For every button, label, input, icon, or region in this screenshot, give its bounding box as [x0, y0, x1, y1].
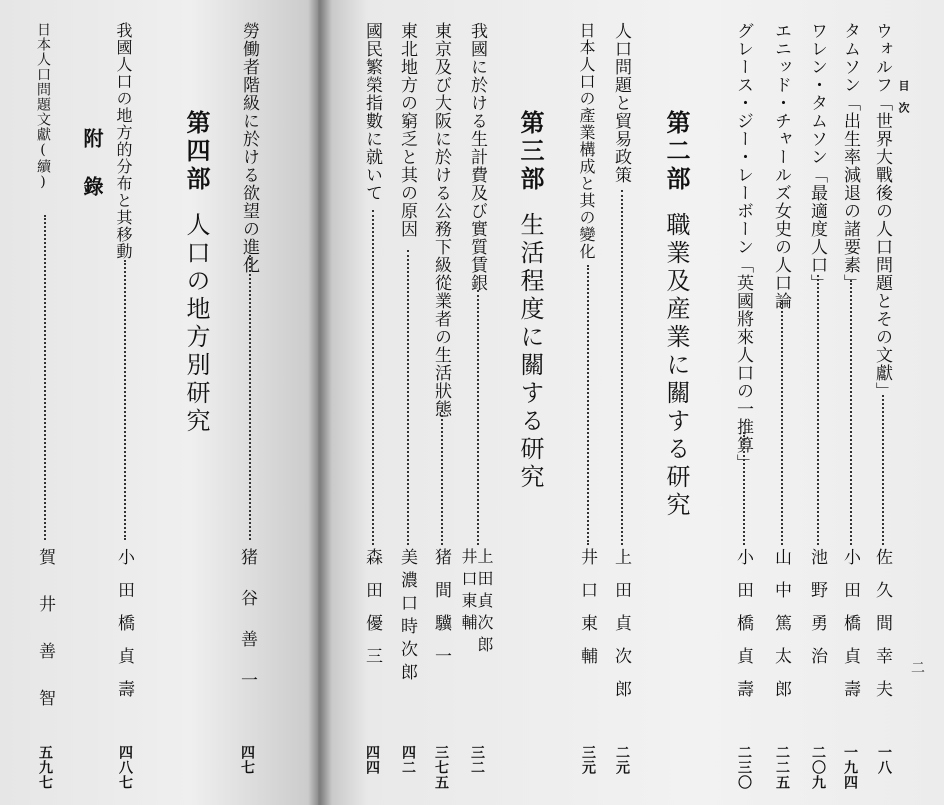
toc-entry-page: 一九四 [842, 745, 858, 790]
appendix-heading: 附 錄 [80, 128, 104, 200]
toc-entry-page: 三二 [469, 745, 485, 775]
toc-entry-title: エニッド・チャールズ女史の人口論 [771, 22, 791, 310]
toc-entry-author: 池野勇治 [807, 548, 827, 680]
toc-entry-page: 三元 [580, 745, 596, 775]
toc-entry-author: 美濃口時次郎 [397, 548, 417, 686]
toc-entry-author: 猪谷善一 [237, 548, 257, 712]
toc-entry-page: 四八七 [117, 745, 133, 790]
toc-entry-page: 二元 [614, 745, 630, 775]
toc-entry-author: 森田優三 [362, 548, 382, 680]
toc-entry-page: 二〇九 [810, 745, 826, 790]
toc-entry-title: 我國に於ける生計費及び實質賃銀 [467, 22, 487, 292]
toc-entry-author-2: 井口東輔 [459, 548, 478, 636]
toc-entry-page: 五九七 [37, 745, 53, 790]
toc-entry-title: タムソン「出生率減退の諸要素」 [840, 22, 860, 292]
toc-entry-title: 我國人口の地方的分布と其移動 [114, 22, 133, 260]
part-number: 第二部 [662, 110, 690, 194]
toc-entry-author: 小田橋貞壽 [733, 548, 753, 713]
part-title: 職業及産業に關する研究 [662, 212, 690, 520]
toc-entry-title: 人口問題と貿易政策 [611, 22, 631, 184]
part-heading [664, 110, 688, 520]
toc-entry-author: 小田橋貞壽 [114, 548, 134, 713]
part-number: 第三部 [516, 110, 544, 194]
part-heading [184, 110, 208, 436]
leader-dots [407, 250, 409, 545]
leader-dots [249, 255, 251, 540]
part-heading [518, 110, 542, 492]
leader-dots [743, 432, 745, 545]
toc-entry-title: 國民繁榮指數に就いて [362, 22, 382, 202]
leader-dots [781, 300, 783, 545]
leader-dots [882, 395, 884, 545]
toc-entry-title: ワレン・タムソン「最適度人口」 [807, 22, 827, 292]
toc-entry-page: 二三〇 [736, 745, 752, 790]
leader-dots [441, 410, 443, 545]
leader-dots [817, 275, 819, 545]
toc-entry-title: グレース・ジー・レーボーン「英國將來人口の一推算」 [733, 22, 753, 472]
leader-dots [124, 260, 126, 540]
part-title: 生活程度に關する研究 [516, 212, 544, 492]
toc-entry-page: 四二 [400, 745, 416, 775]
leader-dots [44, 215, 46, 540]
toc-entry-title: 日本人口問題文獻(續) [35, 22, 51, 191]
part-title: 人口の地方別研究 [182, 212, 210, 436]
toc-entry-author: 井口東輔 [577, 548, 597, 680]
page-number: 二 [909, 660, 925, 674]
toc-entry-author: 上田貞次郎 [611, 548, 631, 713]
toc-entry-title: ウォルフ「世界大戰後の人口問題とその文獻」 [872, 22, 892, 400]
toc-entry-page: 一八 [876, 745, 892, 775]
toc-entry-author: 賀井善智 [35, 548, 55, 736]
toc-entry-title: 勞働者階級に於ける欲望の進化 [239, 22, 259, 274]
leader-dots [621, 190, 623, 545]
leader-dots [372, 210, 374, 545]
toc-entry-author: 山中篤太郎 [771, 548, 791, 713]
toc-entry-title: 東北地方の窮乏と其の原因 [397, 22, 417, 238]
toc-entry-page: 四七 [239, 745, 255, 775]
leader-dots [850, 280, 852, 545]
leader-dots [477, 290, 479, 545]
toc-entry-page: 二二五 [774, 745, 790, 790]
part-number: 第四部 [182, 110, 210, 194]
toc-entry-author: 小田橋貞壽 [840, 548, 860, 713]
toc-entry-title: 東京及び大阪に於ける公務下級從業者の生活狀態 [431, 22, 451, 418]
mokuji-header: 目 次 [897, 80, 910, 113]
toc-entry-title: 日本人口の產業構成と其の變化 [577, 22, 596, 260]
toc-entry-page: 四四 [364, 745, 380, 775]
toc-entry-author: 猪間驥一 [431, 548, 451, 680]
leader-dots [587, 265, 589, 545]
toc-entry-author: 佐久間幸夫 [872, 548, 892, 713]
book-gutter [308, 0, 332, 805]
toc-entry-author: 上田貞次郎 [475, 548, 494, 658]
toc-entry-page: 三七五 [433, 745, 449, 790]
